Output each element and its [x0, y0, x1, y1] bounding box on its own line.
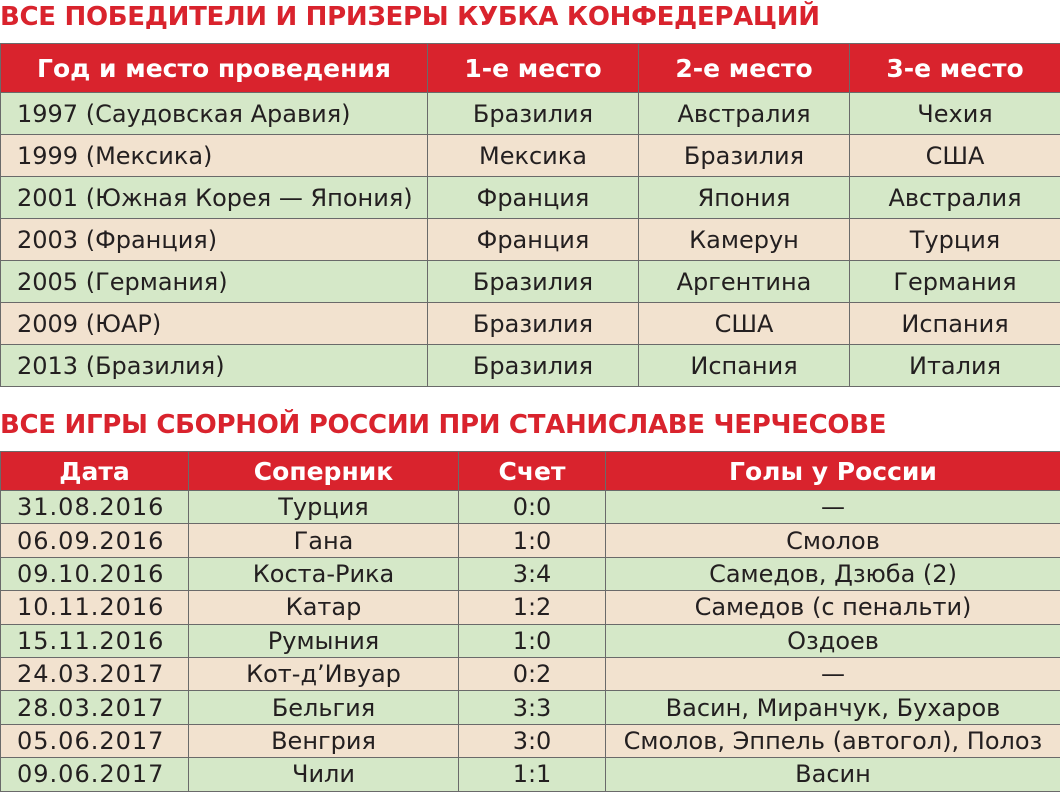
table-header-row	[1, 452, 1060, 491]
table-cell: 05.06.2017	[1, 724, 189, 757]
table-cell: 3:3	[459, 691, 606, 724]
table-cell: 0:2	[459, 657, 606, 690]
column-header: 3-е место	[850, 44, 1060, 93]
table-header-row	[1, 44, 1060, 93]
table-cell: Чили	[189, 758, 459, 791]
table-cell: Турция	[850, 219, 1060, 261]
table-cell: 3:4	[459, 557, 606, 590]
table-cell: Бразилия	[428, 261, 639, 303]
table-row	[1, 724, 1060, 757]
table-cell: США	[639, 303, 850, 345]
table-cell: Васин, Миранчук, Бухаров	[606, 691, 1060, 724]
table-cell: Франция	[428, 219, 639, 261]
table-cell: 09.10.2016	[1, 557, 189, 590]
table-cell: 15.11.2016	[1, 624, 189, 657]
table-cell: Япония	[639, 177, 850, 219]
winners-table	[0, 43, 1060, 387]
russia-games-title: ВСЕ ИГРЫ СБОРНОЙ РОССИИ ПРИ СТАНИСЛАВЕ ЧЕРЧЕСОВЕ	[0, 410, 887, 440]
table-row	[1, 261, 1060, 303]
column-header: Год и место проведения	[1, 44, 428, 93]
table-cell: 28.03.2017	[1, 691, 189, 724]
table-cell: Самедов, Дзюба (2)	[606, 557, 1060, 590]
table-cell: 1:0	[459, 524, 606, 557]
table-cell: Венгрия	[189, 724, 459, 757]
table-row	[1, 93, 1060, 135]
table-cell: Испания	[639, 345, 850, 387]
table-cell: Камерун	[639, 219, 850, 261]
table-cell: 2013 (Бразилия)	[1, 345, 428, 387]
table-cell: Бразилия	[639, 135, 850, 177]
table-cell: 24.03.2017	[1, 657, 189, 690]
column-header: 2-е место	[639, 44, 850, 93]
column-header: Счет	[459, 452, 606, 491]
table-row	[1, 219, 1060, 261]
table-cell: Бразилия	[428, 93, 639, 135]
winners-title: ВСЕ ПОБЕДИТЕЛИ И ПРИЗЕРЫ КУБКА КОНФЕДЕРАЦИЙ	[0, 2, 820, 32]
table-row	[1, 758, 1060, 791]
column-header: Дата	[1, 452, 189, 491]
table-cell: Бельгия	[189, 691, 459, 724]
table-cell: —	[606, 491, 1060, 524]
table-row	[1, 557, 1060, 590]
column-header: Голы у России	[606, 452, 1060, 491]
table-cell: 10.11.2016	[1, 591, 189, 624]
table-row	[1, 657, 1060, 690]
table-cell: Бразилия	[428, 303, 639, 345]
table-cell: 2009 (ЮАР)	[1, 303, 428, 345]
table-row	[1, 491, 1060, 524]
table-cell: —	[606, 657, 1060, 690]
table-cell: Васин	[606, 758, 1060, 791]
table-cell: Смолов, Эппель (автогол), Полоз	[606, 724, 1060, 757]
table-cell: 1:2	[459, 591, 606, 624]
table-row	[1, 524, 1060, 557]
table-cell: Франция	[428, 177, 639, 219]
table-cell: Смолов	[606, 524, 1060, 557]
table-cell: Испания	[850, 303, 1060, 345]
column-header: Соперник	[189, 452, 459, 491]
table-cell: Германия	[850, 261, 1060, 303]
table-row	[1, 624, 1060, 657]
table-cell: Италия	[850, 345, 1060, 387]
table-cell: 2005 (Германия)	[1, 261, 428, 303]
table-cell: Австралия	[639, 93, 850, 135]
table-cell: Гана	[189, 524, 459, 557]
table-cell: 1:1	[459, 758, 606, 791]
table-cell: 0:0	[459, 491, 606, 524]
table-cell: Чехия	[850, 93, 1060, 135]
table-cell: Бразилия	[428, 345, 639, 387]
table-cell: 1:0	[459, 624, 606, 657]
table-cell: 2003 (Франция)	[1, 219, 428, 261]
table-cell: 1997 (Саудовская Аравия)	[1, 93, 428, 135]
table-cell: 1999 (Мексика)	[1, 135, 428, 177]
table-row	[1, 345, 1060, 387]
table-cell: Кот-д’Ивуар	[189, 657, 459, 690]
table-row	[1, 691, 1060, 724]
table-cell: 09.06.2017	[1, 758, 189, 791]
table-cell: Катар	[189, 591, 459, 624]
table-row	[1, 303, 1060, 345]
russia-games-table	[0, 451, 1060, 792]
table-cell: Австралия	[850, 177, 1060, 219]
table-cell: США	[850, 135, 1060, 177]
table-cell: 06.09.2016	[1, 524, 189, 557]
table-cell: 2001 (Южная Корея — Япония)	[1, 177, 428, 219]
table-row	[1, 591, 1060, 624]
table-cell: Турция	[189, 491, 459, 524]
table-cell: 31.08.2016	[1, 491, 189, 524]
table-cell: Аргентина	[639, 261, 850, 303]
table-cell: Самедов (с пенальти)	[606, 591, 1060, 624]
table-row	[1, 177, 1060, 219]
table-cell: Румыния	[189, 624, 459, 657]
table-row	[1, 135, 1060, 177]
table-cell: 3:0	[459, 724, 606, 757]
table-cell: Оздоев	[606, 624, 1060, 657]
table-cell: Мексика	[428, 135, 639, 177]
column-header: 1-е место	[428, 44, 639, 93]
table-cell: Коста-Рика	[189, 557, 459, 590]
